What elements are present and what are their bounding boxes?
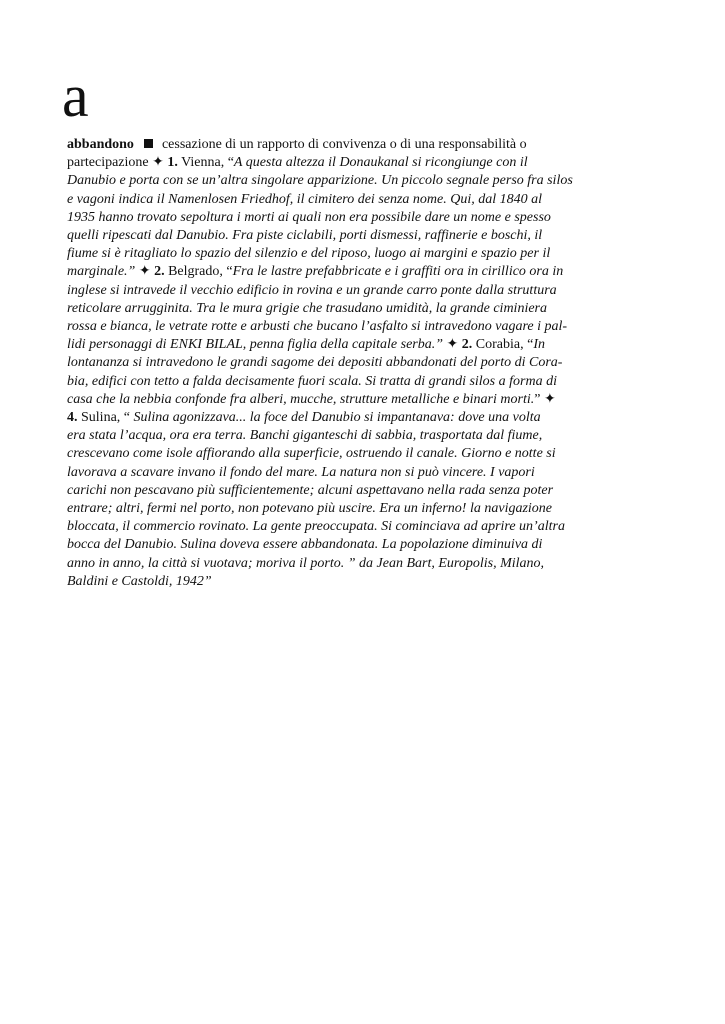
entry-line-16 <box>67 409 545 427</box>
citation-number-1: 1. <box>167 155 178 171</box>
headword: abbandono <box>67 137 134 152</box>
entry-line-18: crescevano come isole affiorando alla superficie, ostruendo il canale. Giorno e notte si <box>67 446 556 462</box>
entry-line-4: e vagoni indica il Namenlosen Friedhof, il cimitero dei senza nome. Qui, dal 1840 al <box>67 191 543 207</box>
entry-line-20: carichi non pescavano più sufficientemente; alcuni aspettavano nella rada senza poter <box>67 482 554 498</box>
entry-line-19: lavorava a scavare invano il fondo del mare. La natura non si può vincere. I vapori <box>67 464 535 480</box>
quote-text: In <box>533 337 545 353</box>
entry-line-6: quelli ripescati dal Danubio. Fra piste ciclabili, porti dismessi, raffinerie e boschi, il <box>67 228 543 244</box>
quote-text: casa che la nebbia confonde fra alberi, mucche, strutture metalliche e binari morti. <box>67 391 535 407</box>
star-icon: ✦ <box>446 337 459 353</box>
entry-line-7: fiume si è ritagliato lo spazio del silenzio e del riposo, luogo ai margini e spazio per il <box>67 246 551 262</box>
entry-line-5: 1935 hanno trovato sepoltura i morti ai quali non era possibile dare un nome e spesso <box>67 209 551 225</box>
entry-line-21: entrare; altri, fermi nel porto, non potevano più uscire. Era un inferno! la navigazione <box>67 501 553 517</box>
entry-line-25: Baldini e Castoldi, 1942” <box>67 573 212 589</box>
entry-line-14: bia, edifici con tetto a falda decisamente fuori scala. Si tratta di grandi silos a forma di <box>67 373 557 389</box>
entry-line-17: era stata l’acqua, ora era terra. Banchi giganteschi di sabbia, trasportata dal fiume, <box>67 428 543 444</box>
entry-line-22: bloccata, il commercio rovinato. La gente preoccupata. Si cominciava ad aprire un’altra <box>67 519 565 535</box>
citation-place-corabia: Corabia, “ <box>472 337 534 353</box>
quote-text: lidi personaggi di ENKI BILAL, penna figlia della capitale serba.” <box>67 337 444 353</box>
entry-line-13: lontananza si intravedono le grandi sagome dei depositi abbandonati del porto di Cora- <box>67 355 563 371</box>
quote-close: ” <box>534 391 541 407</box>
citation-number-2b: 2. <box>461 337 473 353</box>
dictionary-entry <box>67 136 573 591</box>
star-icon: ✦ <box>138 264 151 280</box>
entry-line-24: anno in anno, la città si vuotava; moriva il porto. ” da Jean Bart, Europolis, Milano, <box>67 555 545 571</box>
entry-line-10: reticolare arrugginita. Tra le mura grigie che trasudano umidità, la grande ciminiera <box>67 300 547 316</box>
quote-text: Fra le lastre prefabbricate e i graffiti ora in cirillico ora in <box>232 264 564 280</box>
entry-line-9: inglese si intravede il vecchio edificio in rovina e un grande carro ponte dalla struttura <box>67 282 557 298</box>
star-icon: ✦ <box>152 155 164 171</box>
quote-text: marginale.” <box>67 264 136 280</box>
definition-text-cont: partecipazione <box>67 155 149 171</box>
quote-text: A questa altezza il Donaukanal si ricongiunge con il <box>233 155 528 171</box>
black-square-icon <box>144 139 153 148</box>
entry-line-1 <box>67 136 545 154</box>
citation-place-belgrado: Belgrado, “ <box>164 264 233 280</box>
entry-line-8 <box>67 263 564 281</box>
entry-line-3: Danubio e porta con se un’altra singolare apparizione. Un piccolo segnale perso fra silos <box>67 173 573 189</box>
entry-line-11: rossa e bianca, le vetrate rotte e arbusti che bucano l’asfalto si intravedono vagare i pal- <box>67 319 568 335</box>
quote-text: Sulina agonizzava... la foce del Danubio si impantanava: dove una volta <box>130 410 541 426</box>
section-letter: a <box>62 63 89 129</box>
entry-line-2 <box>67 154 545 172</box>
citation-place-sulina: Sulina, “ <box>77 410 130 426</box>
entry-line-12 <box>67 336 545 354</box>
citation-number-2: 2. <box>154 264 165 280</box>
citation-number-4: 4. <box>67 410 78 426</box>
definition-text: cessazione di un rapporto di convivenza o di una responsabilità o <box>161 137 527 152</box>
entry-line-23: bocca del Danubio. Sulina doveva essere abbandonata. La popolazione diminuiva di <box>67 537 543 553</box>
entry-line-15 <box>67 391 556 409</box>
star-icon: ✦ <box>543 391 556 407</box>
citation-place-vienna: Vienna, “ <box>177 155 234 171</box>
